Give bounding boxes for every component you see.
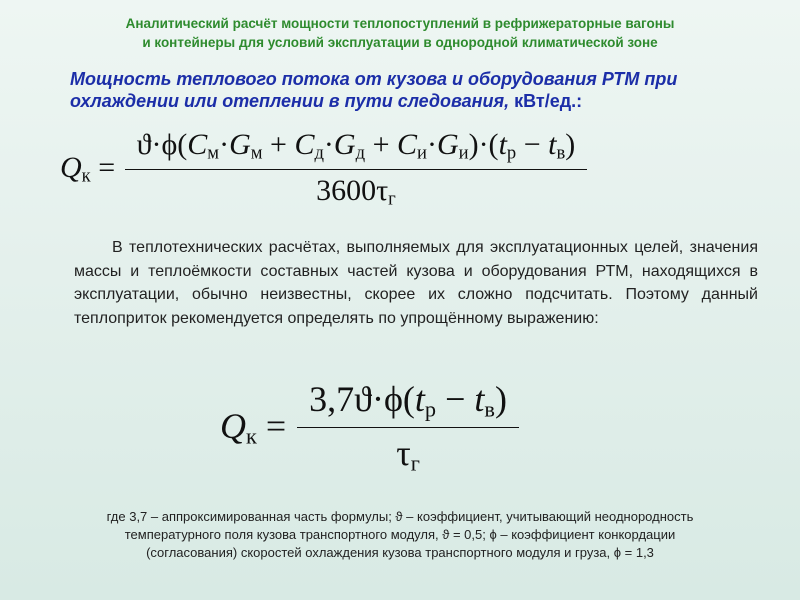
formula-caption bbox=[70, 68, 770, 112]
header-line-1: Аналитический расчёт мощности теплопоступлений в рефрижераторные вагоны bbox=[125, 16, 675, 31]
formula2-coef: 3,7ϑ·ϕ( bbox=[309, 379, 415, 419]
caption-line-1: Мощность теплового потока от кузова и оборудования РТМ при bbox=[70, 69, 678, 89]
term-g-m-sub: м bbox=[250, 142, 263, 164]
formula1-lhs: $Q_к$ = bbox=[60, 150, 116, 187]
formula2-t-v: t bbox=[474, 379, 485, 419]
formula2-q: Q bbox=[220, 405, 246, 446]
formula1-fraction bbox=[131, 128, 582, 210]
term-t-r: t bbox=[498, 128, 507, 161]
term-c-d-sub: д bbox=[314, 142, 324, 164]
formula1-den-value: 3600τ bbox=[316, 173, 389, 207]
formula2-tau-sub: г bbox=[410, 450, 420, 476]
formula2-fraction bbox=[303, 378, 513, 476]
formula2-q-sub: к bbox=[246, 423, 257, 449]
footnote-line-1: где 3,7 – аппроксимированная часть формулы; ϑ – коэффициент, учитывающий неоднородность bbox=[106, 509, 694, 524]
caption-line-2-text: охлаждении или отеплении в пути следования, bbox=[70, 91, 510, 111]
formula2-denominator bbox=[297, 427, 519, 477]
simplified-formula bbox=[220, 378, 513, 476]
term-c-m: C bbox=[187, 128, 208, 161]
formula1-numerator: $ϑ\cdot\phi(C_м\cdot G_м + C_д\cdot G_д + C_и\cdot G_и)\cdot(t_р - t_в)$ bbox=[136, 128, 576, 164]
term-g-i-sub: и bbox=[458, 142, 469, 164]
term-t-v-sub: в bbox=[556, 142, 566, 164]
term-t-r-sub: р bbox=[506, 142, 517, 164]
term-c-i-sub: и bbox=[417, 142, 427, 164]
formula2-tau: τ bbox=[396, 432, 411, 473]
caption-line-2 bbox=[70, 90, 770, 112]
heat-flow-formula bbox=[60, 128, 581, 210]
formula2-t-v-sub: в bbox=[484, 396, 495, 422]
footnote-line-2: температурного поля кузова транспортного модуля, ϑ = 0,5; ϕ – коэффициент конкордации bbox=[124, 527, 676, 542]
term-c-i: C bbox=[396, 128, 417, 161]
formula2-t-r: t bbox=[414, 379, 425, 419]
term-c-d: C bbox=[294, 128, 315, 161]
formula1-denominator bbox=[125, 169, 588, 211]
term-g-m: G bbox=[229, 128, 251, 161]
formula1-q-sub: к bbox=[81, 165, 91, 187]
slide-header bbox=[0, 14, 800, 52]
term-c-m-sub: м bbox=[207, 142, 220, 164]
formula2-lhs: $Q_к$ = bbox=[220, 405, 287, 449]
header-line-2: и контейнеры для условий эксплуатации в однородной климатической зоне bbox=[142, 35, 658, 50]
term-g-d: G bbox=[333, 128, 356, 161]
term-g-d-sub: д bbox=[355, 142, 366, 164]
formula2-t-r-sub: р bbox=[424, 396, 437, 422]
formula1-q: Q bbox=[60, 150, 82, 184]
explanation-paragraph: В теплотехнических расчётах, выполняемых для эксплуатационных целей, значения массы и теплоёмкости составных частей кузова и оборудования РТМ, находящихся в эксплуатации, обычно неизвестны, скорее их сложно подсчитать. Поэтому данный теплоприток рекомендуется определять по упрощённому выражению: bbox=[74, 239, 758, 327]
caption-unit: кВт/ед.: bbox=[509, 91, 583, 111]
formula1-den-sub: г bbox=[388, 188, 396, 210]
term-t-v: t bbox=[548, 128, 557, 161]
term-g-i: G bbox=[436, 128, 459, 161]
footnote-line-3: (согласования) скоростей охлаждения кузова транспортного модуля и груза, ϕ = 1,3 bbox=[146, 545, 654, 560]
formula2-numerator: $3,7ϑ\cdot\phi(t_р - t_в)$ bbox=[309, 379, 507, 422]
footnote bbox=[40, 508, 760, 562]
